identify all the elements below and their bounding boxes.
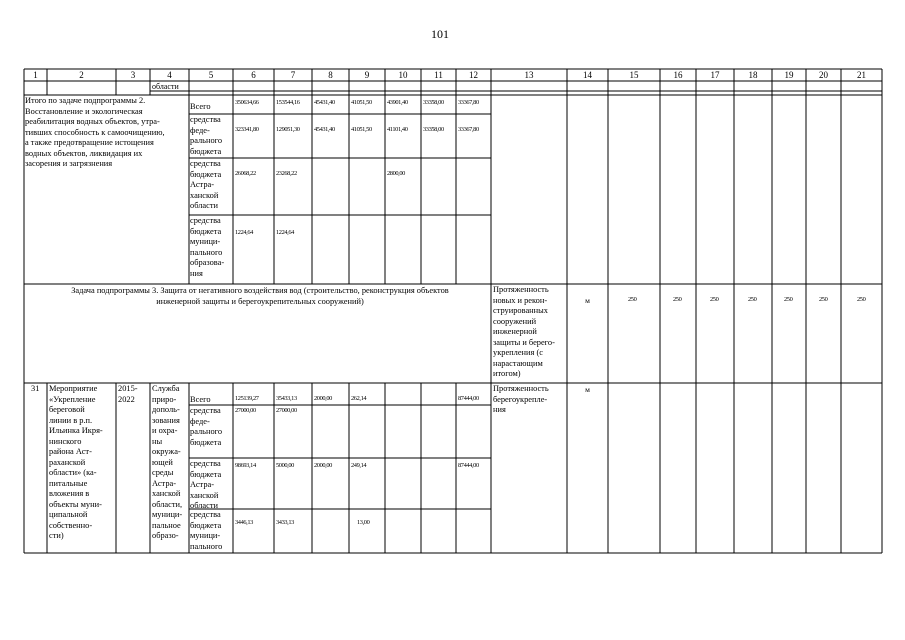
table-cell: 1224,64 <box>276 229 294 236</box>
measure-period: 2015- 2022 <box>118 384 138 404</box>
column-number: 5 <box>208 70 214 80</box>
column-number: 8 <box>328 70 333 80</box>
table-cell: 27000,00 <box>235 407 256 414</box>
table-cell: 33367,80 <box>458 99 479 106</box>
column-number: 13 <box>524 70 534 80</box>
table-cell: 45431,40 <box>314 126 335 133</box>
table-cell: 262,14 <box>351 395 367 402</box>
column-number: 17 <box>710 70 720 80</box>
table-cell: 98693,14 <box>235 462 256 469</box>
column-number: 15 <box>629 70 639 80</box>
table-cell: 323341,80 <box>235 126 259 133</box>
column-number: 10 <box>398 70 408 80</box>
table-cell: 3433,13 <box>276 519 294 526</box>
table-cell: 87444,00 <box>458 395 479 402</box>
measure-number: 31 <box>31 384 40 393</box>
table-cell: 5000,00 <box>276 462 294 469</box>
table-cell: 249,14 <box>351 462 367 469</box>
measure-indicator: Протяженность берегоукрепле- ния <box>493 384 549 414</box>
table-cell: 1224,64 <box>235 229 253 236</box>
year-value: 250 <box>710 296 719 303</box>
column-number: 6 <box>251 70 256 80</box>
source-label: средства феде- рального бюджета <box>190 115 223 156</box>
column-number: 11 <box>434 70 443 80</box>
total-block-title: Итого по задаче подпрограммы 2. Восстановление и экологическая реабилитация водных объектов, утра- тивших способность к самоочищению, а также предотвращение истощения водных объектов, ликвидация их засорения и загрязнения <box>25 96 165 168</box>
column-number: 21 <box>857 70 866 80</box>
table-cell: 350634,66 <box>235 99 259 106</box>
column-number: 7 <box>290 70 296 80</box>
table-cell: 2800,00 <box>387 170 405 177</box>
column-number: 4 <box>167 70 172 80</box>
source-label: средства бюджета Астра- ханской области <box>190 459 222 510</box>
measure-executor: Служба приро- дополь- зования и охра- ны окружа- ющей среды Астра- ханской области, муници- пальное образо- <box>152 384 183 540</box>
table-cell: 41051,50 <box>351 99 372 106</box>
table-cell: 153544,16 <box>276 99 300 106</box>
column-number: 9 <box>364 70 370 80</box>
column-number: 16 <box>673 70 683 80</box>
year-value: 250 <box>628 296 637 303</box>
source-label: средства феде- рального бюджета <box>190 406 223 447</box>
source-label: средства бюджета муници- пального <box>190 510 223 551</box>
table-cell: 27000,00 <box>276 407 297 414</box>
column-number: 3 <box>130 70 136 80</box>
measure-unit: м <box>585 385 590 394</box>
table-cell: 87444,00 <box>458 462 479 469</box>
task-3-unit: м <box>585 296 590 305</box>
column-number: 1 <box>33 70 38 80</box>
table-cell: 2000,00 <box>314 395 332 402</box>
column-number: 14 <box>583 70 592 80</box>
measure-name: Мероприятие «Укрепление береговой линии в р.п. Ильинка Икря- нинского района Аст- раханской области» (ка- питальные вложения в объекты муни- ципальной собственно- сти) <box>49 384 103 540</box>
year-value: 250 <box>673 296 682 303</box>
page-number: 101 <box>431 27 449 41</box>
table-cell: 35433,13 <box>276 395 297 402</box>
table-cell: 33358,00 <box>423 99 444 106</box>
column-number: 12 <box>469 70 478 80</box>
column-number: 20 <box>819 70 828 80</box>
table-cell: 129051,30 <box>276 126 300 133</box>
source-label: Всего <box>190 102 211 111</box>
table-cell: 13,00 <box>357 519 370 526</box>
table-cell: 41051,50 <box>351 126 372 133</box>
table-cell: 33358,00 <box>423 126 444 133</box>
header-note: области <box>152 82 179 91</box>
table-cell: 26068,22 <box>235 170 256 177</box>
table-cell: 3446,13 <box>235 519 253 526</box>
column-number: 18 <box>748 70 758 80</box>
table-cell: 41101,40 <box>387 126 408 133</box>
task-3-text: Задача подпрограммы 3. Защита от негативного воздействия вод (строительство, реконструкция объектов инженерной защиты и берегоукрепительных сооружений) <box>71 286 449 306</box>
year-value: 250 <box>819 296 828 303</box>
source-label: средства бюджета Астра- ханской области <box>190 159 222 210</box>
table-cell: 125139,27 <box>235 395 259 402</box>
source-label: средства бюджета муници- пального образова- ния <box>190 216 225 278</box>
year-value: 250 <box>748 296 757 303</box>
table-cell: 43901,40 <box>387 99 408 106</box>
task-3-indicator: Протяженность новых и рекон- струированных сооружений инженерной защиты и берего- укрепления (с нарастающим итогом) <box>493 285 555 378</box>
column-number: 2 <box>79 70 84 80</box>
table-cell: 23268,22 <box>276 170 297 177</box>
year-value: 250 <box>784 296 793 303</box>
source-label: Всего <box>190 395 211 404</box>
table-cell: 45431,40 <box>314 99 335 106</box>
table-cell: 33367,80 <box>458 126 479 133</box>
table-cell: 2000,00 <box>314 462 332 469</box>
column-number: 19 <box>784 70 794 80</box>
year-value: 250 <box>857 296 866 303</box>
